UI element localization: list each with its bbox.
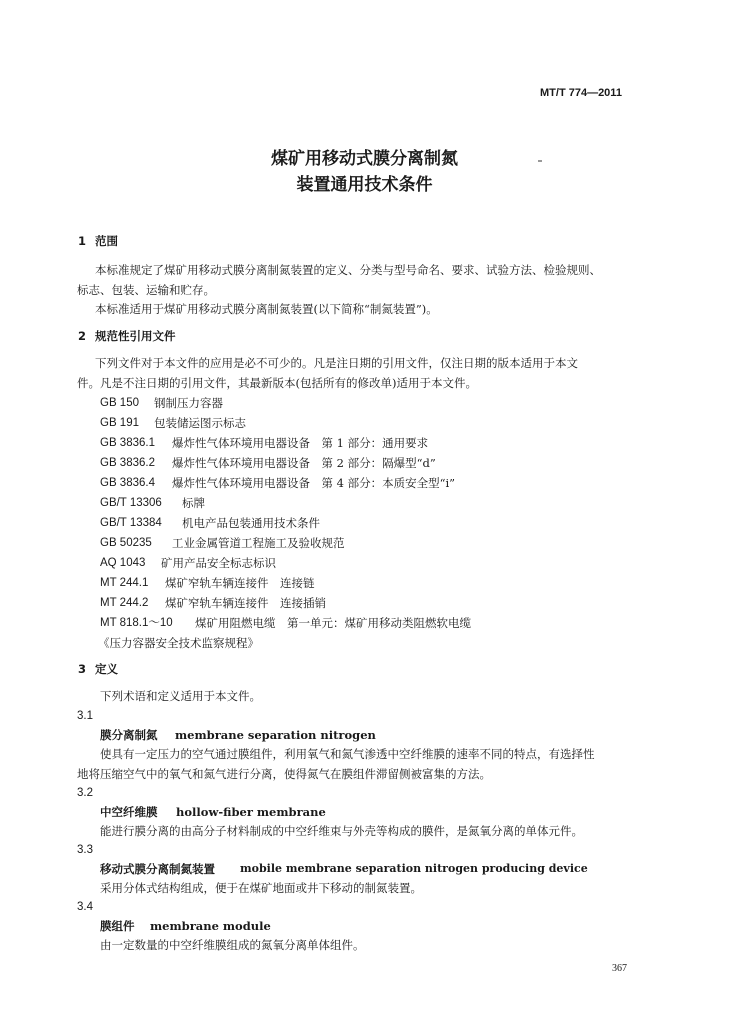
term-definition-line-2: 地将压缩空气中的氧气和氮气进行分离，使得氮气在膜组件滞留侧被富集的方法。 [77,767,491,781]
reference-code: GB 3836.4 [100,477,155,489]
section-3-heading: 定义 [95,662,118,676]
term-number: 3.1 [77,710,93,722]
term-definition-line-1: 由一定数量的中空纤维膜组成的氮氧分离单体组件。 [100,938,365,952]
term-chinese: 中空纤维膜 [100,805,158,819]
section-2-intro-line-1: 下列文件对于本文件的应用是必不可少的。凡是注日期的引用文件，仅注日期的版本适用于本文 [95,356,578,370]
section-1-number: 1 [78,234,87,248]
reference-title: 爆炸性气体环境用电器设备 第 2 部分：隔爆型“d” [172,456,436,470]
section-2-intro-line-2: 件。凡是不注日期的引用文件，其最新版本(包括所有的修改单)适用于本文件。 [77,376,477,390]
term-definition-line-1: 采用分体式结构组成，便于在煤矿地面或井下移动的制氮装置。 [100,881,422,895]
term-number: 3.3 [77,844,93,856]
reference-title: 工业金属管道工程施工及验收规范 [172,536,345,550]
term-english: mobile membrane separation nitrogen producing device [240,862,588,875]
section-1-paragraph-1-line-2: 标志、包装、运输和贮存。 [77,283,215,297]
reference-code: GB 191 [100,417,139,429]
term-english: membrane separation nitrogen [175,728,376,742]
section-3-number: 3 [78,662,87,676]
reference-code: GB/T 13306 [100,497,162,509]
term-number: 3.2 [77,787,93,799]
section-2-number: 2 [78,329,87,343]
reference-code: GB 3836.2 [100,457,155,469]
reference-code: MT 244.2 [100,597,149,609]
reference-code: AQ 1043 [100,557,146,569]
term-chinese: 移动式膜分离制氮装置 [100,862,215,876]
section-1-paragraph-2: 本标准适用于煤矿用移动式膜分离制氮装置(以下简称“制氮装置”)。 [95,302,438,316]
reference-code: GB 3836.1 [100,437,155,449]
reference-title: 煤矿窄轨车辆连接件 连接插销 [165,596,326,610]
section-1-heading: 范围 [95,234,118,248]
reference-title: 包装储运图示标志 [154,416,246,430]
document-title-line-1: 煤矿用移动式膜分离制氮 [271,149,458,169]
term-chinese: 膜组件 [100,919,135,933]
reference-title: 爆炸性气体环境用电器设备 第 4 部分：本质安全型“i” [172,476,456,490]
reference-title: 爆炸性气体环境用电器设备 第 1 部分：通用要求 [172,436,429,450]
reference-code: MT 244.1 [100,577,149,589]
standard-number: MT/T 774—2011 [540,87,622,99]
reference-title: 矿用产品安全标志标识 [161,556,276,570]
reference-code: MT 818.1～10 [100,617,173,629]
document-title-line-2: 装置通用技术条件 [296,175,433,195]
term-definition-line-1: 能进行膜分离的由高分子材料制成的中空纤维束与外壳等构成的膜件，是氮氧分离的单体元件。 [100,824,583,838]
term-number: 3.4 [77,901,93,913]
section-3-intro: 下列术语和定义适用于本文件。 [100,689,261,703]
term-chinese: 膜分离制氮 [100,728,158,742]
reference-code: GB/T 13384 [100,517,162,529]
term-english: membrane module [150,919,271,933]
section-1-paragraph-1-line-1: 本标准规定了煤矿用移动式膜分离制氮装置的定义、分类与型号命名、要求、试验方法、检验规则、 [95,263,601,277]
term-definition-line-1: 使具有一定压力的空气通过膜组件，利用氧气和氮气渗透中空纤维膜的速率不同的特点，有选择性 [100,747,595,761]
reference-title: 钢制压力容器 [154,396,223,410]
term-english: hollow-fiber membrane [176,805,326,819]
reference-code: GB 150 [100,397,139,409]
reference-title: 煤矿窄轨车辆连接件 连接链 [165,576,315,590]
reference-title: 机电产品包装通用技术条件 [182,516,320,530]
section-2-heading: 规范性引用文件 [95,329,176,343]
reference-title: 《压力容器安全技术监察规程》 [98,636,259,650]
reference-title: 煤矿用阻燃电缆 第一单元：煤矿用移动类阻燃软电缆 [195,616,471,630]
reference-title: 标牌 [182,496,205,510]
page-number: 367 [612,963,627,974]
reference-code: GB 50235 [100,537,152,549]
